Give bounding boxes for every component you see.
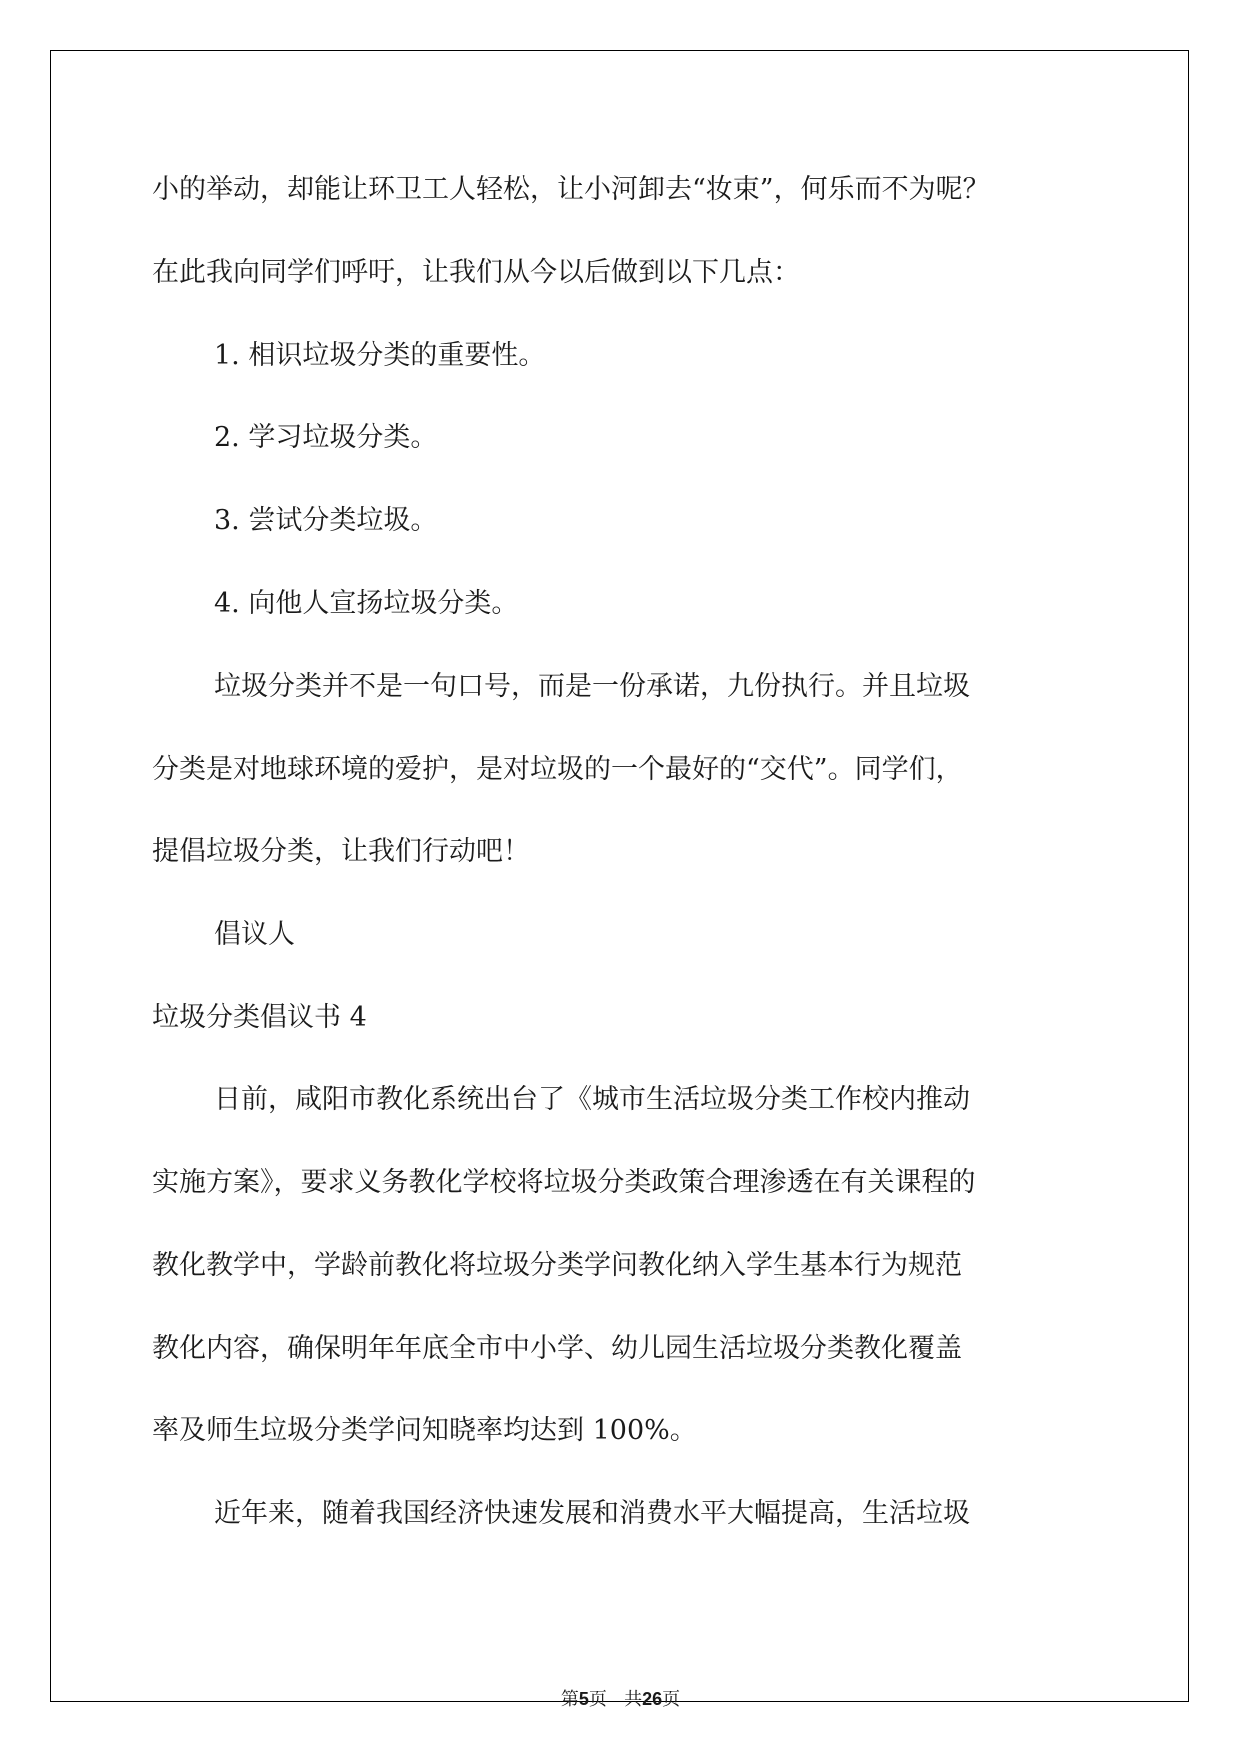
paragraph-line: 垃圾分类并不是一句口号，而是一份承诺，九份执行。并且垃圾: [214, 671, 970, 702]
paragraph-line: 教化内容，确保明年年底全市中小学、幼儿园生活垃圾分类教化覆盖: [152, 1333, 962, 1364]
paragraph-line: 分类是对地球环境的爱护，是对垃圾的一个最好的“交代”。同学们，: [152, 754, 963, 785]
footer-prefix: 第: [560, 1689, 579, 1710]
paragraph-line: 提倡垃圾分类，让我们行动吧！: [152, 836, 530, 867]
paragraph-line: 日前，咸阳市教化系统出台了《城市生活垃圾分类工作校内推动: [214, 1084, 970, 1115]
paragraph-line: 实施方案》，要求义务教化学校将垃圾分类政策合理渗透在有关课程的: [152, 1167, 976, 1198]
list-item: 2. 学习垃圾分类。: [214, 422, 438, 453]
footer-total-prefix: 共: [624, 1689, 643, 1710]
list-item: 1. 相识垃圾分类的重要性。: [214, 340, 546, 371]
list-item: 4. 向他人宣扬垃圾分类。: [214, 588, 519, 619]
page-border: [50, 50, 1189, 1702]
section-heading: 垃圾分类倡议书 4: [152, 1002, 367, 1033]
paragraph-line: 近年来，随着我国经济快速发展和消费水平大幅提高，生活垃圾: [214, 1498, 970, 1529]
signature-label: 倡议人: [214, 919, 295, 950]
paragraph-line: 在此我向同学们呼吁，让我们从今以后做到以下几点：: [152, 257, 800, 288]
footer-page-suffix: 页: [588, 1689, 607, 1710]
paragraph-line: 小的举动，却能让环卫工人轻松，让小河卸去“妆束”，何乐而不为呢？: [152, 174, 990, 205]
list-item: 3. 尝试分类垃圾。: [214, 505, 438, 536]
page-number: 5: [578, 1689, 589, 1709]
total-pages: 26: [642, 1689, 663, 1709]
page-footer: [0, 1685, 1241, 1711]
paragraph-line: 教化教学中，学龄前教化将垃圾分类学问教化纳入学生基本行为规范: [152, 1250, 962, 1281]
footer-total-suffix: 页: [662, 1689, 681, 1710]
paragraph-line: 率及师生垃圾分类学问知晓率均达到 100%。: [152, 1415, 697, 1446]
